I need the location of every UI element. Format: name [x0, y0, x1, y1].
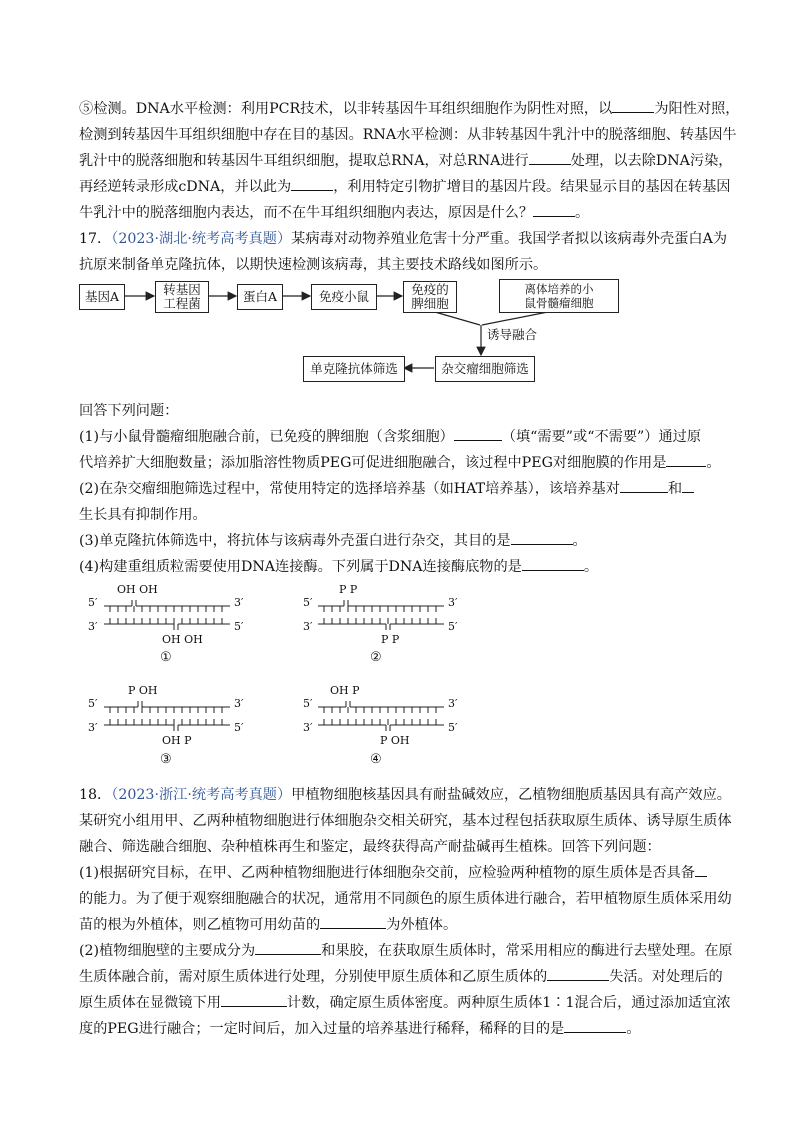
text: ⑤检测。DNA水平检测：利用PCR技术，以非转基因牛耳组织细胞作为阴性对照，以	[79, 101, 613, 117]
three-prime-label: 3′	[234, 596, 244, 609]
q18-stem-line-1	[79, 782, 729, 808]
box-line: 免疫的	[411, 282, 449, 297]
text: 。	[575, 205, 590, 221]
immune-mouse-box: 免疫小鼠	[311, 284, 377, 310]
three-prime-label: 3′	[303, 620, 313, 633]
hybridoma-screening-box: 杂交瘤细胞筛选	[435, 356, 535, 382]
five-prime-label: 5′	[88, 596, 98, 609]
text: (4)构建重组质粒需要使用DNA连接酶。下列属于DNA连接酶底物的是	[79, 559, 522, 575]
q18-part2-line-4	[79, 1016, 729, 1042]
text: 苗的根为外植体，则乙植物可用幼苗的	[79, 917, 321, 933]
text: (2)植物细胞壁的主要成分为	[79, 943, 256, 959]
five-prime-label: 5′	[303, 697, 313, 710]
q18-part2-line-3	[79, 990, 729, 1016]
text: 。	[583, 559, 599, 575]
box-line: 转基因	[163, 282, 201, 297]
text: 和果胶，在获取原生质体时，常采用相应的酶进行去壁处理。在原	[321, 943, 733, 959]
option-3-label: ③	[160, 752, 172, 767]
q18-part1-line-2: 的能力。为了便于观察细胞融合的状况，通常用不同颜色的原生质体进行融合，若甲植物原生质体采用幼	[79, 891, 732, 907]
text: 处理，以去除DNA污染，	[570, 153, 733, 169]
end-group-label: P P	[381, 633, 400, 646]
text: 甲植物细胞核基因具有耐盐碱效应，乙植物细胞质基因具有高产效应。	[291, 787, 731, 803]
q18-stem-line-2: 某研究小组用甲、乙两种植物细胞进行体细胞杂交相关研究，基本过程包括获取原生质体、诱导原生质体	[79, 813, 732, 829]
text: 再经逆转录形成cDNA，并以此为	[79, 179, 292, 195]
box-line: 鼠骨髓瘤细胞	[524, 296, 594, 310]
text: (1)根据研究目标，在甲、乙两种植物细胞进行体细胞杂交前，应检验两种植物的原生质体是否具备	[79, 865, 695, 881]
end-group-label: OH P	[330, 684, 360, 697]
answer-blank[interactable]	[547, 966, 609, 981]
end-group-label: OH P	[162, 734, 192, 747]
q18-part2-line-1	[79, 938, 733, 964]
text: (3)单克隆抗体筛选中，将抗体与该病毒外壳蛋白进行杂交，其目的是	[79, 533, 511, 549]
three-prime-label: 3′	[88, 721, 98, 734]
answer-blank[interactable]	[320, 914, 386, 929]
box-line: 脾细胞	[411, 296, 449, 311]
q18-part1-line-1	[79, 860, 729, 886]
question-number: 18．	[79, 787, 112, 803]
q17-part2-line-2: 生长具有抑制作用。	[79, 507, 207, 523]
text: 。	[572, 533, 587, 549]
option-4-label: ④	[370, 752, 382, 767]
box-line: 工程菌	[163, 296, 201, 311]
mab-screening-box: 单克隆抗体筛选	[303, 356, 405, 382]
text: 计数，确定原生质体密度。两种原生质体1∶1混合后，通过添加适宜浓	[286, 995, 731, 1011]
five-prime-label: 5′	[234, 721, 244, 734]
box-line: 离体培养的小	[524, 282, 594, 296]
text: 某病毒对动物养殖业危害十分严重。我国学者拟以该病毒外壳蛋白A为	[291, 231, 728, 247]
end-group-label: P P	[339, 583, 358, 596]
end-group-label: P OH	[380, 734, 410, 747]
source-tag: （2023·浙江·统考高考真题）	[111, 787, 292, 803]
q18-part2-line-2	[79, 964, 729, 990]
source-tag: （2023·湖北·统考高考真题）	[111, 231, 292, 247]
text: 代培养扩大细胞数量；添加脂溶性物质PEG可促进细胞融合，该过程中PEG对细胞膜的作用是	[79, 455, 667, 471]
three-prime-label: 3′	[88, 620, 98, 633]
q18-part1-line-3	[79, 912, 729, 938]
text: 为阳性对照，	[654, 101, 740, 117]
five-prime-label: 5′	[303, 596, 313, 609]
text: 。	[706, 455, 721, 471]
text: 失活。对处理后的	[609, 969, 723, 985]
answer-blank[interactable]	[564, 1018, 626, 1033]
three-prime-label: 3′	[448, 697, 458, 710]
five-prime-label: 5′	[88, 697, 98, 710]
five-prime-label: 5′	[448, 721, 458, 734]
answer-blank[interactable]	[255, 940, 321, 955]
end-group-label: OH OH	[162, 633, 203, 646]
text: 度的PEG进行融合；一定时间后，加入过量的培养基进行稀释，稀释的目的是	[79, 1021, 565, 1037]
induce-fusion-label: 诱导融合	[487, 327, 538, 342]
three-prime-label: 3′	[448, 596, 458, 609]
end-group-label: OH OH	[117, 583, 158, 596]
gene-a-box: 基因A	[79, 284, 125, 310]
text: 原生质体在显微镜下用	[79, 995, 221, 1011]
five-prime-label: 5′	[448, 620, 458, 633]
text: （填“需要”或“不需要”）通过原	[501, 429, 702, 445]
five-prime-label: 5′	[234, 620, 244, 633]
text: 为外植体。	[386, 917, 458, 933]
question-number: 17．	[79, 231, 112, 247]
option-2-label: ②	[370, 650, 382, 665]
answer-prompt: 回答下列问题：	[79, 403, 179, 419]
text: 乳汁中的脱落细胞和转基因牛耳组织细胞，提取总RNA，对总RNA进行	[79, 153, 529, 169]
q18-stem-line-3: 融合、筛选融合细胞、杂种植株再生和鉴定，最终获得高产耐盐碱再生植株。回答下列问题：	[79, 839, 661, 855]
text: 生质体融合前，需对原生质体进行处理，分别使甲原生质体和乙原生质体的	[79, 969, 548, 985]
intro-line-2: 检测到转基因牛耳组织细胞中存在目的基因。RNA水平检测：从非转基因牛乳汁中的脱落细胞、转基因牛	[79, 127, 737, 143]
answer-blank[interactable]	[695, 862, 707, 877]
text: ，利用特定引物扩增目的基因片段。结果显示目的基因在转基因	[333, 179, 731, 195]
option-1-label: ①	[160, 650, 172, 665]
text: (1)与小鼠骨髓瘤细胞融合前，已免疫的脾细胞（含浆细胞）	[79, 429, 454, 445]
answer-blank[interactable]	[221, 992, 287, 1007]
end-group-label: P OH	[128, 684, 158, 697]
text: 和	[667, 481, 683, 497]
three-prime-label: 3′	[303, 721, 313, 734]
text: (2)在杂交瘤细胞筛选过程中，常使用特定的选择培养基（如HAT培养基），该培养基对	[79, 481, 620, 497]
three-prime-label: 3′	[234, 697, 244, 710]
text: 。	[626, 1021, 641, 1037]
protein-a-box: 蛋白A	[237, 284, 283, 310]
q17-stem-line-2: 抗原来制备单克隆抗体，以期快速检测该病毒，其主要技术路线如图所示。	[79, 257, 548, 273]
text: 牛乳汁中的脱落细胞内表达，而不在牛耳组织细胞内表达，原因是什么？	[79, 205, 534, 221]
